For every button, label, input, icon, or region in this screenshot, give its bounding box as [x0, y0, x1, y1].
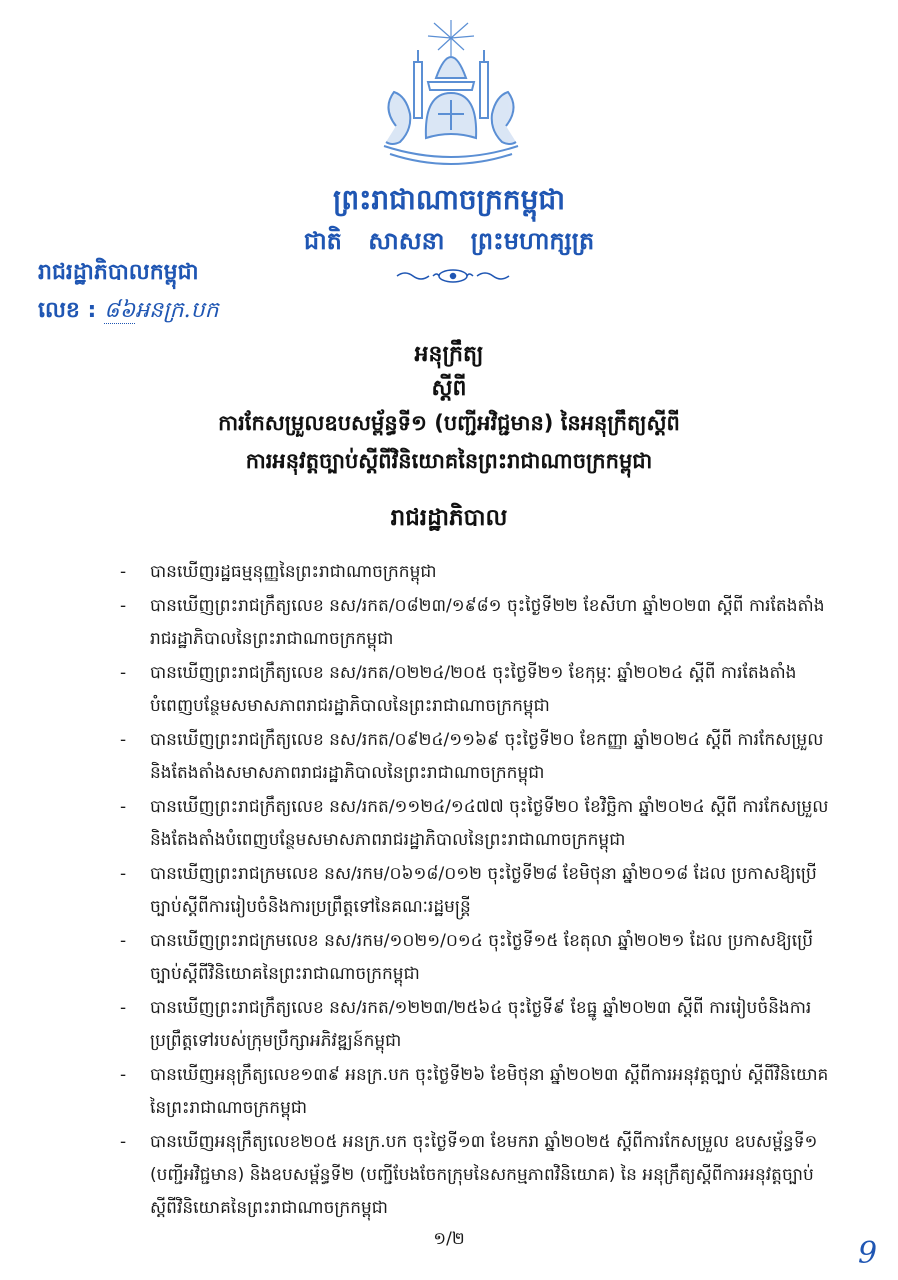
- decorative-divider-icon: [393, 268, 513, 284]
- issuing-authority: រាជរដ្ឋាភិបាល: [390, 505, 508, 531]
- list-item-text: បានឃើញអនុក្រឹត្យលេខ២០៥ អនក្រ.បក ចុះថ្ងៃទី១៣ ខែមករា ឆ្នាំ២០២៥ ស្ដីពីការកែសម្រួល ឧបសម្ព័ន្ធទី១ (បញ្ជីអវិជ្ជមាន) និងឧបសម្ព័ន្ធទី២ (បញ្ជីបែងចែកក្រុមនៃសកម្មភាពវិនិយោគ) នៃ អនុក្រឹត្យស្ដីពីការអនុវត្តច្បាប់ស្ដីពីវិនិយោគនៃព្រះរាជាណាចក្រកម្ពុជា: [150, 1132, 818, 1218]
- list-item-text: បានឃើញព្រះរាជក្រឹត្យលេខ នស/រកត/០៨២៣/១៩៨១ ចុះថ្ងៃទី២២ ខែសីហា ឆ្នាំ២០២៣ ស្ដីពី ការតែងតាំងរាជរដ្ឋាភិបាលនៃព្រះរាជាណាចក្រកម្ពុជា: [150, 596, 825, 649]
- list-item-text: បានឃើញព្រះរាជក្រមលេខ នស/រកម/១០២១/០១៤ ចុះថ្ងៃទី១៥ ខែតុលា ឆ្នាំ២០២១ ដែល ប្រកាសឱ្យប្រើច្បាប់ស្ដីពីវិនិយោគនៃព្រះរាជាណាចក្រកម្ពុជា: [150, 931, 814, 984]
- list-item: [120, 724, 832, 790]
- title-concerning: ស្ដីពី: [431, 376, 467, 401]
- document-number-suffix: អនក្រ.បក: [135, 298, 219, 323]
- list-item-text: បានឃើញព្រះរាជក្រឹត្យលេខ នស/រកត/០៩២៤/១១៦៩ ចុះថ្ងៃទី២០ ខែកញ្ញា ឆ្នាំ២០២៤ ស្ដីពី ការកែសម្រួលនិងតែងតាំងសមាសភាពរាជរដ្ឋាភិបាលនៃព្រះរាជាណាចក្រកម្ពុជា: [150, 730, 824, 783]
- list-item-text: បានឃើញព្រះរាជក្រមលេខ នស/រកម/០៦១៨/០១២ ចុះថ្ងៃទី២៨ ខែមិថុនា ឆ្នាំ២០១៨ ដែល ប្រកាសឱ្យប្រើច្បាប់ស្ដីពីការរៀបចំនិងការប្រព្រឹត្តទៅនៃគណៈរដ្ឋមន្ត្រី: [150, 864, 817, 917]
- title-subject-line-2: ការអនុវត្តច្បាប់ស្ដីពីវិនិយោគនៃព្រះរាជាណាចក្រកម្ពុជា: [245, 449, 653, 473]
- royal-coat-of-arms-emblem: [376, 18, 526, 176]
- dash-bullet: -: [120, 1132, 127, 1152]
- document-number-value: ៨៦: [104, 298, 136, 323]
- list-item: [120, 858, 832, 924]
- document-number: [38, 296, 219, 328]
- document-number-label: លេខ :: [38, 298, 97, 323]
- list-item-text: បានឃើញព្រះរាជក្រឹត្យលេខ នស/រកត/១២២៣/២៥៦៤ ចុះថ្ងៃទី៩ ខែធ្នូ ឆ្នាំ២០២៣ ស្ដីពី ការរៀបចំនិងការប្រព្រឹត្តទៅរបស់ក្រុមប្រឹក្សាអភិវឌ្ឍន៍កម្ពុជា: [150, 998, 812, 1051]
- list-item-text: បានឃើញរដ្ឋធម្មនុញ្ញនៃព្រះរាជាណាចក្រកម្ពុជា: [150, 562, 437, 582]
- dash-bullet: -: [120, 562, 127, 582]
- dash-bullet: -: [120, 931, 127, 951]
- dash-bullet: -: [120, 663, 127, 683]
- kingdom-name: ព្រះរាជាណាចក្រកម្ពុជា: [332, 183, 565, 216]
- list-item-text: បានឃើញអនុក្រឹត្យលេខ១៣៩ អនក្រ.បក ចុះថ្ងៃទី២៦ ខែមិថុនា ឆ្នាំ២០២៣ ស្ដីពីការអនុវត្តច្បាប់ ស្ដីពីវិនិយោគនៃព្រះរាជាណាចក្រកម្ពុជា: [150, 1065, 829, 1118]
- document-type-title: អនុក្រឹត្យ: [414, 342, 484, 367]
- dash-bullet: -: [120, 998, 127, 1018]
- list-item: [120, 1059, 832, 1125]
- considerations-list: [120, 556, 832, 1226]
- list-item: [120, 992, 832, 1058]
- dash-bullet: -: [120, 730, 127, 750]
- dash-bullet: -: [120, 864, 127, 884]
- government-name: រាជរដ្ឋាភិបាលកម្ពុជា: [38, 260, 199, 285]
- list-item: [120, 657, 832, 723]
- list-item: [120, 925, 832, 991]
- dash-bullet: -: [120, 1065, 127, 1085]
- list-item: [120, 556, 832, 589]
- page-number: ១/២: [433, 1229, 465, 1249]
- list-item: [120, 791, 832, 857]
- national-motto: ជាតិ សាសនា ព្រះមហាក្សត្រ: [303, 227, 595, 255]
- handwritten-initial-mark: 9: [858, 1236, 878, 1271]
- list-item: [120, 1126, 832, 1225]
- title-subject-line-1: ការកែសម្រួលឧបសម្ព័ន្ធទី១ (បញ្ជីអវិជ្ជមាន) នៃអនុក្រឹត្យស្ដីពី: [218, 411, 680, 435]
- list-item-text: បានឃើញព្រះរាជក្រឹត្យលេខ នស/រកត/១១២៤/១៤៧៧ ចុះថ្ងៃទី២០ ខែវិច្ឆិកា ឆ្នាំ២០២៤ ស្ដីពី ការកែសម្រួលនិងតែងតាំងបំពេញបន្ថែមសមាសភាពរាជរដ្ឋាភិបាលនៃព្រះរាជាណាចក្រកម្ពុជា: [150, 797, 829, 850]
- list-item: [120, 590, 832, 656]
- dash-bullet: -: [120, 797, 127, 817]
- dash-bullet: -: [120, 596, 127, 616]
- list-item-text: បានឃើញព្រះរាជក្រឹត្យលេខ នស/រកត/០២២៤/២០៥ ចុះថ្ងៃទី២១ ខែកុម្ភៈ ឆ្នាំ២០២៤ ស្ដីពី ការតែងតាំងបំពេញបន្ថែមសមាសភាពរាជរដ្ឋាភិបាលនៃព្រះរាជាណាចក្រកម្ពុជា: [150, 663, 797, 716]
